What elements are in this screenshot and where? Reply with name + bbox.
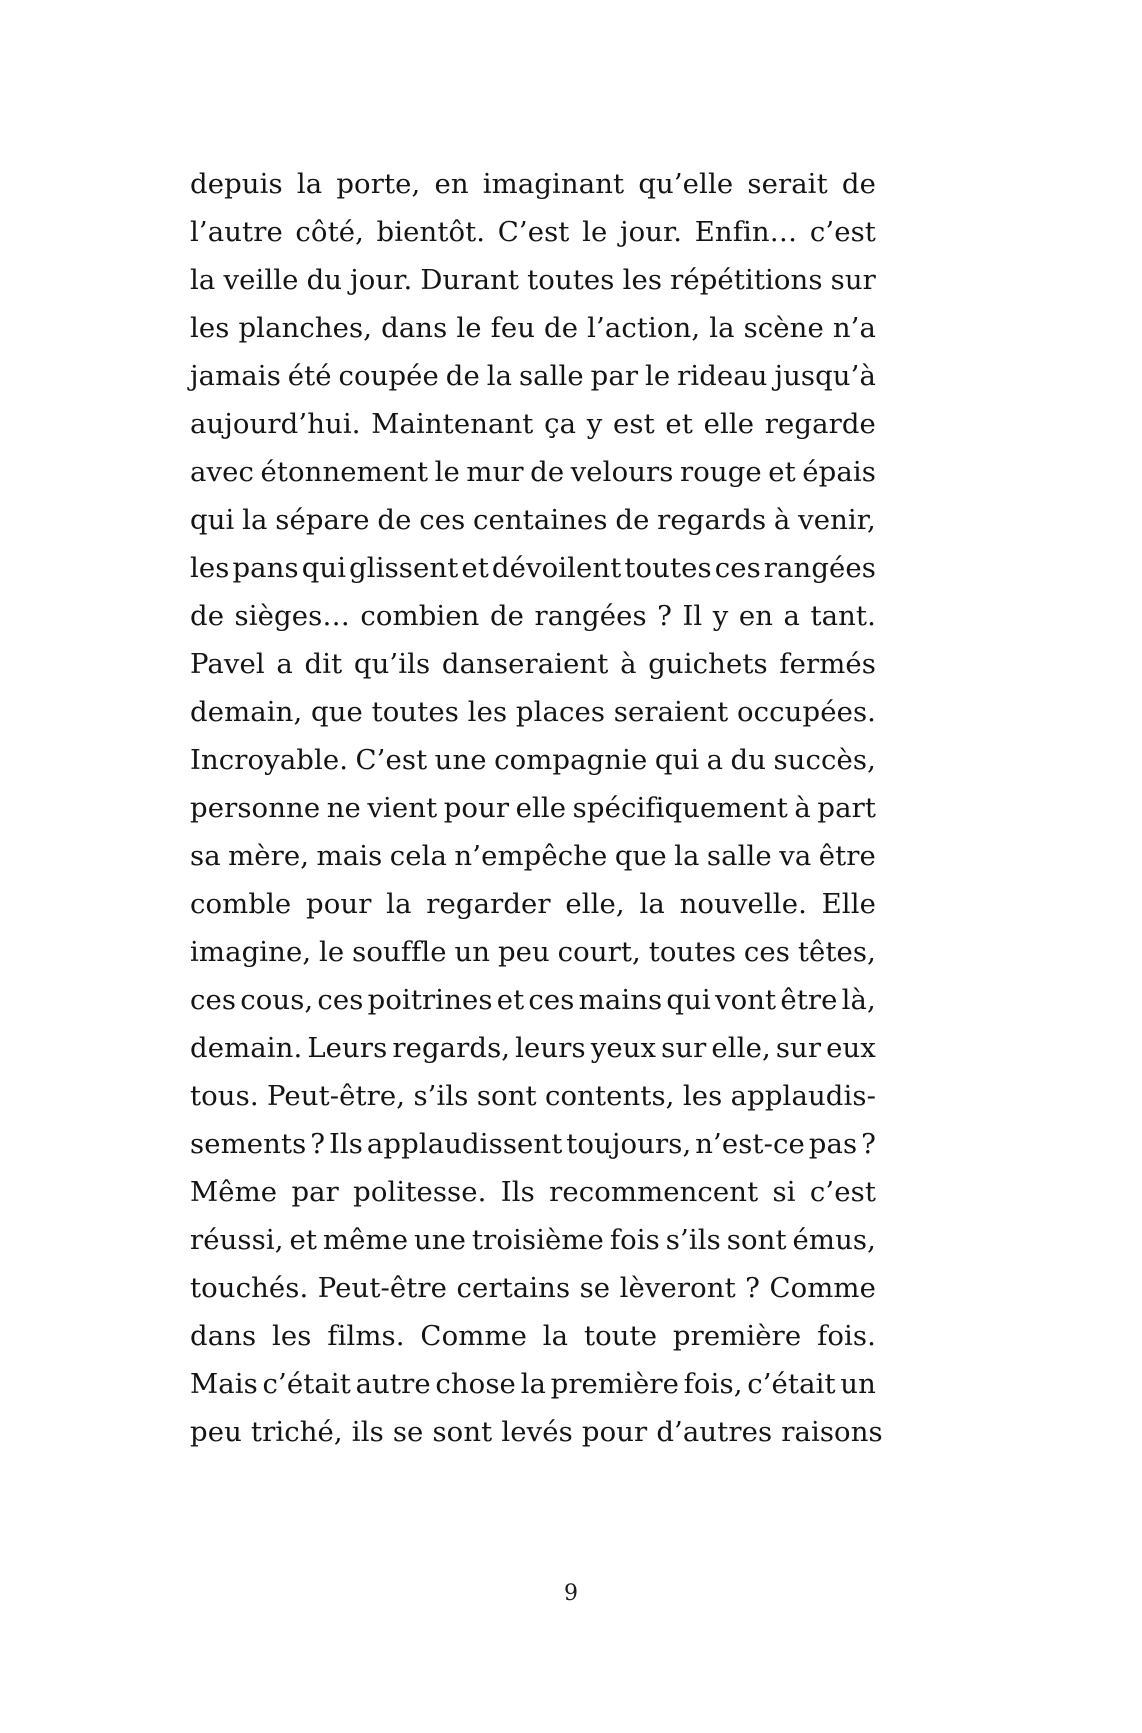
word: fermés xyxy=(779,648,876,680)
word: places xyxy=(515,696,606,728)
word: les xyxy=(682,1080,723,1112)
word: à xyxy=(773,504,791,536)
word: de xyxy=(544,312,579,344)
word: toutes xyxy=(527,264,615,296)
word: être xyxy=(780,984,838,1016)
word: émus, xyxy=(792,1224,876,1256)
word: applaudissent xyxy=(366,1128,563,1160)
word: les xyxy=(467,696,508,728)
word: sur xyxy=(775,1032,822,1064)
word: cela xyxy=(389,840,448,872)
word: pour xyxy=(306,888,372,920)
word: combien xyxy=(360,600,480,632)
word: et xyxy=(461,552,489,584)
word: épais xyxy=(802,456,876,488)
word: politesse. xyxy=(353,1176,487,1208)
word: c’est xyxy=(809,216,876,248)
word: un xyxy=(840,1368,876,1400)
word: têtes, xyxy=(797,936,876,968)
word: Leurs xyxy=(307,1032,388,1064)
word: y xyxy=(712,600,729,632)
word: fois xyxy=(609,1224,660,1256)
text-line xyxy=(190,1120,876,1168)
word: velours xyxy=(570,456,674,488)
word: venir, xyxy=(798,504,876,536)
text-line xyxy=(190,1264,876,1312)
word: l’autre xyxy=(190,216,283,248)
word: rangées xyxy=(763,552,876,584)
paragraph xyxy=(190,160,883,1456)
word: jusqu’à xyxy=(774,360,876,392)
text-line xyxy=(190,1024,876,1072)
word: elle xyxy=(703,408,755,440)
word: de xyxy=(377,504,412,536)
word: première xyxy=(550,1368,679,1400)
word: vont xyxy=(714,984,777,1016)
word: et xyxy=(665,408,693,440)
word: part xyxy=(817,792,876,824)
word: à xyxy=(794,792,811,824)
word: du xyxy=(306,264,343,296)
text-line xyxy=(190,928,876,976)
word: la xyxy=(190,264,216,296)
word: ces xyxy=(190,984,237,1016)
word: troisième xyxy=(471,1224,604,1256)
word: serait xyxy=(747,168,828,200)
word: qu’ils xyxy=(353,648,431,680)
word: de xyxy=(445,360,480,392)
word: jour. xyxy=(350,264,413,296)
word: Pavel xyxy=(190,648,265,680)
word: la xyxy=(486,360,513,392)
text-line xyxy=(190,640,876,688)
word: cous, xyxy=(240,984,314,1016)
word: toujours, xyxy=(566,1128,692,1160)
word: qui xyxy=(666,984,711,1016)
word: dans xyxy=(381,312,448,344)
text-line xyxy=(190,880,876,928)
text-line xyxy=(190,496,876,544)
word: porte, xyxy=(336,168,421,200)
word: regards xyxy=(657,504,767,536)
word: en xyxy=(738,600,774,632)
word: regards, xyxy=(392,1032,511,1064)
word: bientôt. xyxy=(376,216,486,248)
word: la xyxy=(242,504,268,536)
word: demain, xyxy=(190,696,303,728)
word: Enfin… xyxy=(694,216,798,248)
word: jour. xyxy=(619,216,683,248)
page-number: 9 xyxy=(564,1581,578,1606)
word: de xyxy=(615,504,650,536)
word: avec xyxy=(190,456,255,488)
word: peu xyxy=(497,936,550,968)
word: C’est xyxy=(355,744,428,776)
word: recommencent xyxy=(549,1176,759,1208)
text-line xyxy=(190,592,876,640)
word: sur xyxy=(830,264,876,296)
word: occupées. xyxy=(737,696,876,728)
word: salle xyxy=(518,360,584,392)
word: personne xyxy=(190,792,321,824)
word: depuis xyxy=(190,168,283,200)
word: ? xyxy=(861,1128,876,1160)
word: regarde xyxy=(764,408,876,440)
word: applaudis- xyxy=(730,1080,876,1112)
text-line xyxy=(190,448,876,496)
text-line xyxy=(190,736,876,784)
word: tant. xyxy=(810,600,876,632)
word: mère, xyxy=(228,840,310,872)
word: ces xyxy=(419,504,466,536)
word: planches, xyxy=(238,312,373,344)
word: qui xyxy=(654,744,700,776)
word: regarder xyxy=(426,888,551,920)
word: la xyxy=(296,168,323,200)
word: contents, xyxy=(545,1080,675,1112)
text-line: peu triché, ils se sont levés pour d’autres raisons xyxy=(190,1416,883,1448)
word: lèveront xyxy=(619,1272,736,1304)
word: une xyxy=(434,744,487,776)
word: chose xyxy=(435,1368,516,1400)
word: répétitions xyxy=(670,264,823,296)
word: la xyxy=(709,312,735,344)
word: n’est-ce xyxy=(695,1128,805,1160)
text-line xyxy=(190,784,876,832)
word: vient xyxy=(367,792,438,824)
word: le xyxy=(456,312,482,344)
word: jamais xyxy=(190,360,281,392)
body-text-block xyxy=(190,160,883,1456)
word: ces xyxy=(528,984,575,1016)
word: souffle xyxy=(352,936,447,968)
text-line xyxy=(190,208,876,256)
word: Elle xyxy=(821,888,876,920)
word: rouge xyxy=(679,456,762,488)
word: imaginant xyxy=(482,168,625,200)
word: Maintenant xyxy=(371,408,534,440)
word: de xyxy=(841,168,876,200)
word: imagine, xyxy=(190,936,312,968)
word: du xyxy=(730,744,767,776)
word: toutes xyxy=(624,552,712,584)
word: étonnement xyxy=(260,456,429,488)
word: fois, xyxy=(683,1368,743,1400)
word: s’ils xyxy=(665,1224,721,1256)
word: salle xyxy=(706,840,772,872)
word: sa xyxy=(190,840,221,872)
word: ? xyxy=(310,1128,326,1160)
word: n’empêche xyxy=(454,840,608,872)
word: le xyxy=(644,360,671,392)
word: Comme xyxy=(420,1320,527,1352)
word: comble xyxy=(190,888,292,920)
word: la xyxy=(386,888,412,920)
word: tous. xyxy=(190,1080,259,1112)
word: demain. xyxy=(190,1032,303,1064)
word: de xyxy=(190,600,225,632)
word: les xyxy=(622,264,663,296)
word: scène xyxy=(743,312,824,344)
word: Peut-être, xyxy=(267,1080,406,1112)
word: y xyxy=(586,408,603,440)
word: là, xyxy=(841,984,876,1016)
word: compagnie xyxy=(494,744,648,776)
word: mur xyxy=(466,456,524,488)
word: ne xyxy=(326,792,361,824)
word: sements xyxy=(190,1128,307,1160)
word: a xyxy=(783,600,801,632)
word: et xyxy=(496,984,525,1016)
text-line xyxy=(190,256,876,304)
word: glissent xyxy=(349,552,459,584)
text-line xyxy=(190,688,876,736)
word: certains xyxy=(456,1272,571,1304)
word: rideau xyxy=(677,360,768,392)
word: s’ils xyxy=(413,1080,469,1112)
word: seraient xyxy=(613,696,729,728)
word: par xyxy=(291,1176,339,1208)
text-line xyxy=(190,1072,876,1120)
word: en xyxy=(434,168,469,200)
word: le xyxy=(319,936,345,968)
word: la xyxy=(639,888,665,920)
word: n’a xyxy=(832,312,876,344)
word: que xyxy=(311,696,363,728)
word: c’est xyxy=(809,1176,876,1208)
word: pour xyxy=(443,792,510,824)
word: Ils xyxy=(328,1128,364,1160)
word: Incroyable. xyxy=(190,744,349,776)
word: sur xyxy=(661,1032,707,1064)
word: pans xyxy=(232,552,299,584)
text-line xyxy=(190,352,876,400)
word: les xyxy=(190,552,230,584)
word: Ils xyxy=(500,1176,535,1208)
word: réussi, xyxy=(190,1224,284,1256)
word: toutes xyxy=(648,936,737,968)
word: succès, xyxy=(773,744,876,776)
word: Comme xyxy=(769,1272,876,1304)
word: nouvelle. xyxy=(679,888,807,920)
text-line xyxy=(190,976,876,1024)
word: fois. xyxy=(817,1320,876,1352)
word: Durant xyxy=(420,264,520,296)
word: Il xyxy=(682,600,703,632)
word: est xyxy=(613,408,655,440)
word: sont xyxy=(726,1224,787,1256)
word: leurs xyxy=(515,1032,586,1064)
word: sont xyxy=(476,1080,537,1112)
word: l’action, xyxy=(587,312,701,344)
word: à xyxy=(620,648,637,680)
word: un xyxy=(454,936,491,968)
word: Peut-être xyxy=(317,1272,448,1304)
word: C’est xyxy=(497,216,570,248)
word: de xyxy=(530,456,565,488)
word: yeux xyxy=(590,1032,657,1064)
word: été xyxy=(287,360,332,392)
word: elle xyxy=(515,792,567,824)
word: le xyxy=(434,456,460,488)
word: ça xyxy=(544,408,577,440)
text-line xyxy=(190,544,876,592)
word: a xyxy=(706,744,724,776)
text-line xyxy=(190,304,876,352)
word: ces xyxy=(743,936,790,968)
word: le xyxy=(582,216,608,248)
text-line xyxy=(190,832,876,880)
word: c’était xyxy=(747,1368,836,1400)
word: aujourd’hui. xyxy=(190,408,361,440)
word: la xyxy=(520,1368,546,1400)
word: dans xyxy=(190,1320,257,1352)
word: la xyxy=(674,840,700,872)
word: pas xyxy=(808,1128,858,1160)
word: les xyxy=(272,1320,312,1352)
word: ? xyxy=(745,1272,761,1304)
word: qui xyxy=(190,504,235,536)
word: les xyxy=(190,312,230,344)
word: rangées xyxy=(534,600,647,632)
word: se xyxy=(579,1272,611,1304)
word: touchés. xyxy=(190,1272,309,1304)
word: centaines xyxy=(473,504,608,536)
word: qu’elle xyxy=(638,168,734,200)
text-line xyxy=(190,400,876,448)
word: elle, xyxy=(565,888,625,920)
word: Mais xyxy=(190,1368,258,1400)
word: va xyxy=(779,840,812,872)
text-line xyxy=(190,1168,876,1216)
word: danseraient xyxy=(441,648,609,680)
word: être xyxy=(818,840,876,872)
word: côté, xyxy=(295,216,364,248)
word: spécifiquement xyxy=(572,792,788,824)
word: que xyxy=(614,840,667,872)
text-line xyxy=(190,1312,876,1360)
text-line xyxy=(190,1216,876,1264)
word: toutes xyxy=(371,696,459,728)
word: ? xyxy=(657,600,673,632)
word: dit xyxy=(304,648,343,680)
word: court, xyxy=(557,936,641,968)
word: ces xyxy=(317,984,364,1016)
word: films. xyxy=(327,1320,405,1352)
text-line xyxy=(190,1360,876,1408)
word: eux xyxy=(826,1032,876,1064)
word: la xyxy=(542,1320,569,1352)
word: qui xyxy=(301,552,347,584)
word: sièges… xyxy=(234,600,350,632)
word: veille xyxy=(223,264,299,296)
word: ces xyxy=(714,552,761,584)
word: autre xyxy=(355,1368,431,1400)
text-line xyxy=(190,160,876,208)
word: toute xyxy=(583,1320,658,1352)
word: de xyxy=(489,600,525,632)
word: par xyxy=(590,360,639,392)
word: si xyxy=(772,1176,796,1208)
word: elle, xyxy=(711,1032,771,1064)
word: a xyxy=(276,648,293,680)
word: coupée xyxy=(338,360,439,392)
word: première xyxy=(672,1320,802,1352)
word: une xyxy=(414,1224,466,1256)
word: Même xyxy=(190,1176,278,1208)
word: dévoilent xyxy=(491,552,622,584)
word: et xyxy=(289,1224,318,1256)
word: sépare xyxy=(275,504,370,536)
word: feu xyxy=(490,312,536,344)
word: et xyxy=(768,456,796,488)
word: mais xyxy=(316,840,383,872)
word: poitrines xyxy=(367,984,493,1016)
word: c’était xyxy=(262,1368,351,1400)
word: guichets xyxy=(648,648,768,680)
word: même xyxy=(322,1224,409,1256)
word: mains xyxy=(578,984,663,1016)
